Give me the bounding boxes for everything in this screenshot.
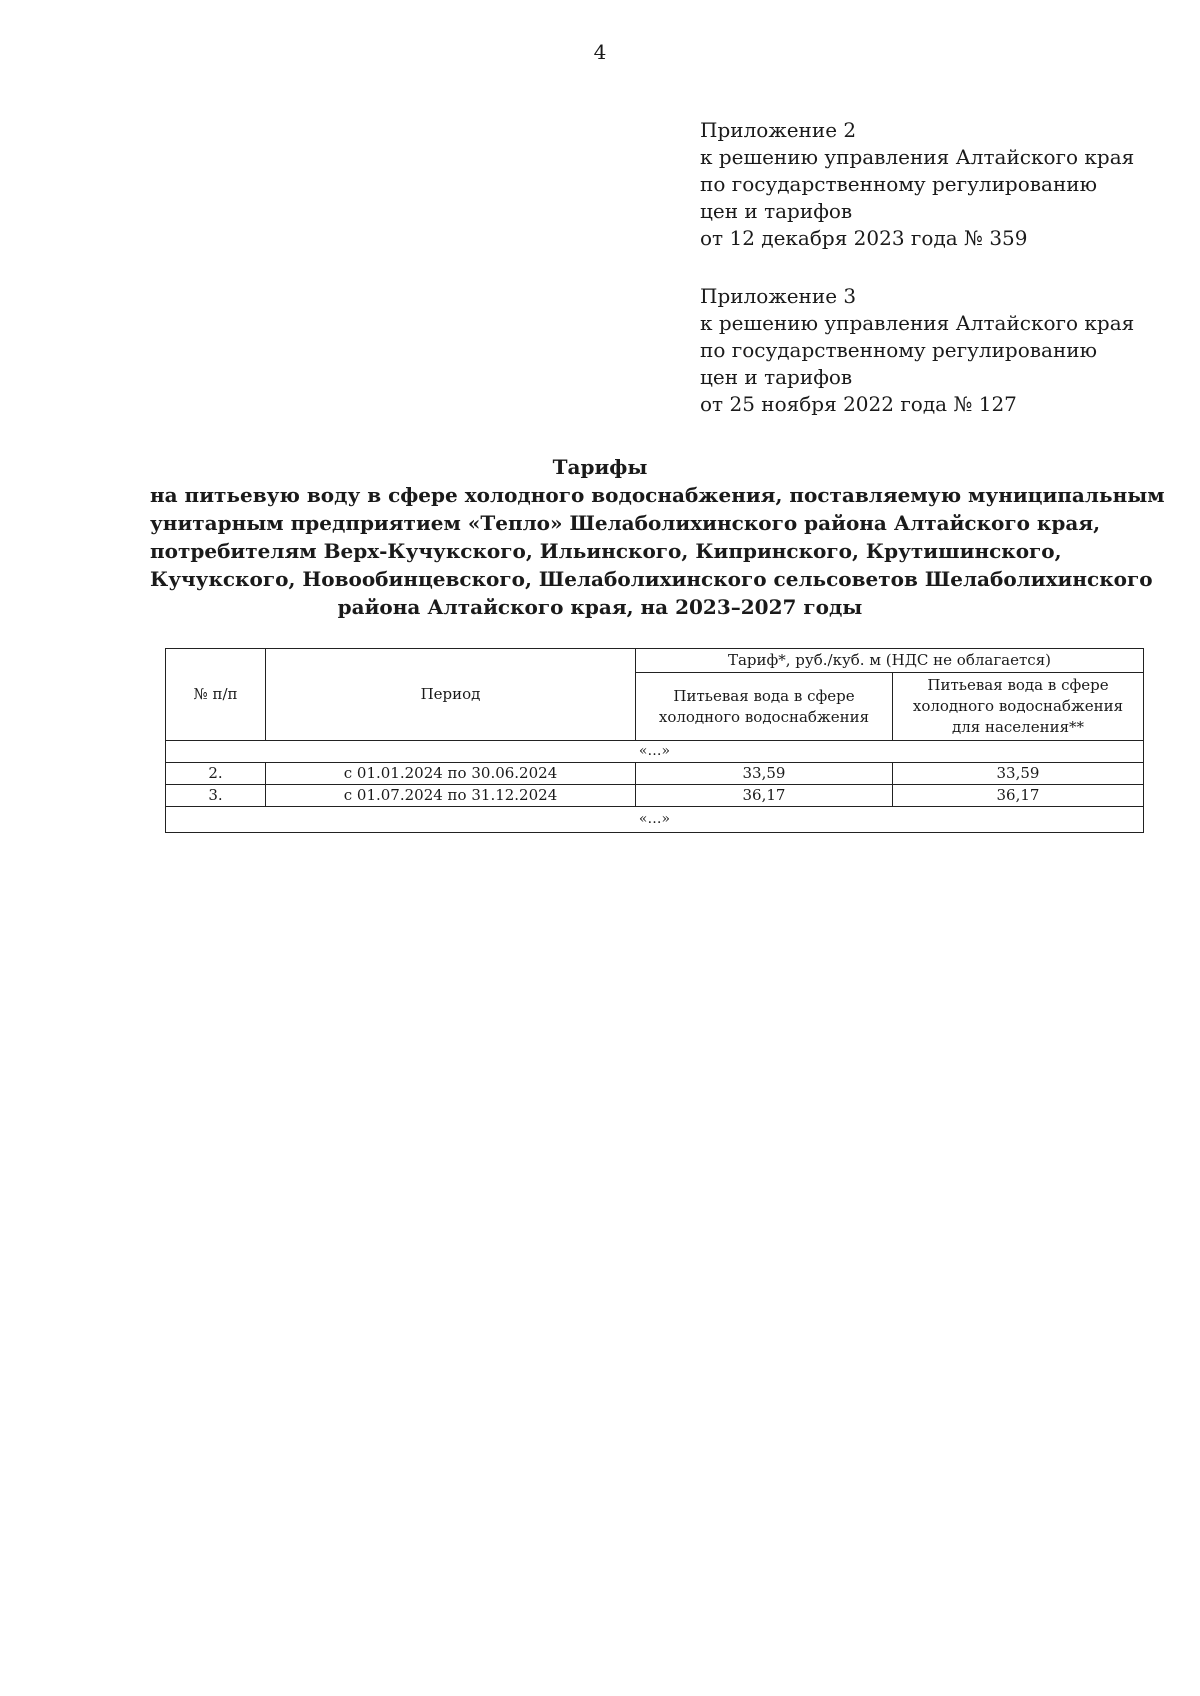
document-title: [150, 453, 1165, 621]
title-line: на питьевую воду в сфере холодного водоснабжения, поставляемую муниципальным: [150, 483, 1165, 507]
table-row: [166, 763, 1144, 785]
title-line: потребителям Верх-Кучукского, Ильинского, Кипринского, Крутишинского,: [150, 539, 1062, 563]
appendix-line: по государственному регулированию: [700, 172, 1098, 196]
appendix-2-header: [700, 117, 1160, 252]
appendix-line: цен и тарифов: [700, 199, 853, 223]
header-period: Период: [266, 649, 636, 741]
cell-tariff: 33,59: [636, 763, 893, 785]
ellipsis-cell: «…»: [166, 741, 1144, 763]
appendix-line: к решению управления Алтайского края: [700, 311, 1135, 335]
header-tariff-group: Тариф*, руб./куб. м (НДС не облагается): [636, 649, 1144, 673]
cell-number: 2.: [166, 763, 266, 785]
cell-number: 3.: [166, 785, 266, 807]
title-line: Кучукского, Новообинцевского, Шелаболихинского сельсоветов Шелаболихинского: [150, 567, 1153, 591]
cell-period: с 01.07.2024 по 31.12.2024: [266, 785, 636, 807]
appendix-line: от 25 ноября 2022 года № 127: [700, 392, 1017, 416]
appendix-line: Приложение 3: [700, 284, 857, 308]
appendix-line: Приложение 2: [700, 118, 857, 142]
appendix-line: по государственному регулированию: [700, 338, 1098, 362]
title-heading: Тарифы: [552, 455, 648, 479]
title-line: унитарным предприятием «Тепло» Шелаболихинского района Алтайского края,: [150, 511, 1101, 535]
appendix-line: от 12 декабря 2023 года № 359: [700, 226, 1028, 250]
cell-tariff-population: 33,59: [893, 763, 1144, 785]
cell-tariff-population: 36,17: [893, 785, 1144, 807]
title-line: района Алтайского края, на 2023–2027 годы: [337, 595, 863, 619]
table-header-row: [166, 649, 1144, 673]
header-water: Питьевая вода в сфере холодного водоснабжения: [636, 673, 893, 741]
table-ellipsis-row: [166, 807, 1144, 833]
page-number: 4: [593, 40, 607, 64]
tariff-table: [165, 648, 1144, 833]
ellipsis-cell: «…»: [166, 807, 1144, 833]
table-row: [166, 785, 1144, 807]
appendix-line: цен и тарифов: [700, 365, 853, 389]
header-water-population: Питьевая вода в сфере холодного водоснабжения для населения**: [893, 673, 1144, 741]
appendix-line: к решению управления Алтайского края: [700, 145, 1135, 169]
appendix-3-header: [700, 283, 1160, 418]
cell-tariff: 36,17: [636, 785, 893, 807]
table-ellipsis-row: [166, 741, 1144, 763]
cell-period: с 01.01.2024 по 30.06.2024: [266, 763, 636, 785]
header-number: № п/п: [166, 649, 266, 741]
